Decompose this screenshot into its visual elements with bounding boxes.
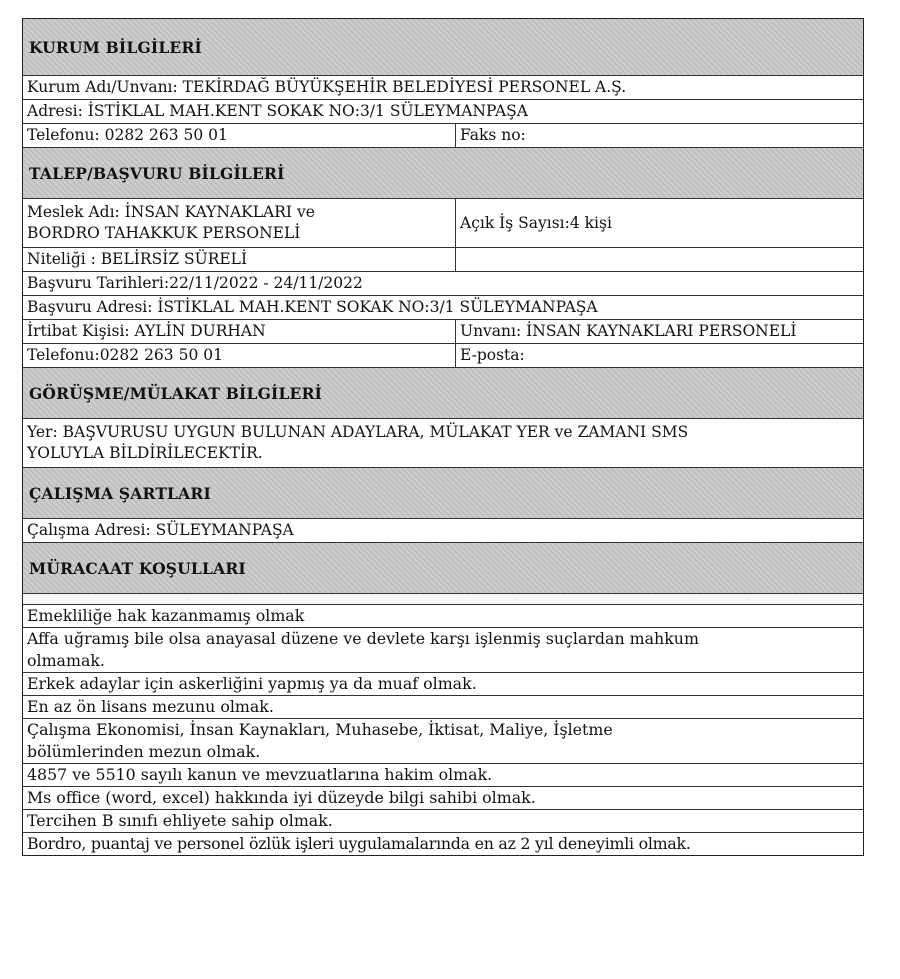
kosul-3: Erkek adaylar için askerliğini yapmış ya da muaf olmak. — [27, 674, 477, 693]
meslek-adi — [23, 199, 456, 247]
kosul-8: Tercihen B sınıfı ehliyete sahip olmak. — [27, 811, 333, 830]
section-header-calisma: ÇALIŞMA ŞARTLARI — [23, 468, 863, 519]
kosul-5-line2: bölümlerinden mezun olmak. — [27, 742, 261, 761]
calisma-adresi-row — [23, 519, 863, 543]
kosul-6: 4857 ve 5510 sayılı kanun ve mevzuatlarına hakim olmak. — [27, 765, 493, 784]
kosul-7: Ms office (word, excel) hakkında iyi düzeyde bilgi sahibi olmak. — [27, 788, 536, 807]
talep-telefon: Telefonu:0282 263 50 01 — [23, 344, 456, 367]
gorusme-yer-line1: Yer: BAŞVURUSU UYGUN BULUNAN ADAYLARA, MÜLAKAT YER ve ZAMANI SMS — [27, 423, 689, 441]
irtibat-row — [23, 320, 863, 344]
section-header-muracaat: MÜRACAAT KOŞULLARI — [23, 543, 863, 594]
basvuru-adresi: Başvuru Adresi: İSTİKLAL MAH.KENT SOKAK NO:3/1 SÜLEYMANPAŞA — [27, 298, 598, 316]
kosul-row — [23, 605, 863, 628]
kosul-2 — [23, 628, 863, 672]
kosul-row — [23, 833, 863, 855]
irtibat-unvani: Unvanı: İNSAN KAYNAKLARI PERSONELİ — [460, 322, 797, 340]
kurum-faks: Faks no: — [460, 126, 526, 144]
kosul-row — [23, 764, 863, 787]
section-header-gorusme: GÖRÜŞME/MÜLAKAT BİLGİLERİ — [23, 368, 863, 419]
kosul-1: Emekliliğe hak kazanmamış olmak — [27, 606, 305, 625]
kurum-adres-row — [23, 100, 863, 124]
job-posting-form — [22, 18, 864, 856]
gorusme-yer-row — [23, 419, 863, 468]
kurum-adi: Kurum Adı/Unvanı: TEKİRDAĞ BÜYÜKŞEHİR BELEDİYESİ PERSONEL A.Ş. — [27, 78, 627, 96]
kosul-row — [23, 673, 863, 696]
gorusme-yer-line2: YOLUYLA BİLDİRİLECEKTİR. — [27, 444, 263, 462]
kosul-4: En az ön lisans mezunu olmak. — [27, 697, 274, 716]
basvuru-tarihleri: Başvuru Tarihleri:22/11/2022 - 24/11/2022 — [27, 274, 363, 292]
calisma-adresi: Çalışma Adresi: SÜLEYMANPAŞA — [27, 521, 294, 539]
basvuru-tarihleri-row — [23, 272, 863, 296]
kosul-row — [23, 628, 863, 673]
kurum-adres: Adresi: İSTİKLAL MAH.KENT SOKAK NO:3/1 SÜLEYMANPAŞA — [27, 102, 528, 120]
kosul-row — [23, 719, 863, 764]
acik-is-sayisi: Açık İş Sayısı:4 kişi — [460, 213, 612, 232]
talep-eposta: E-posta: — [460, 346, 525, 364]
kosul-5 — [23, 719, 863, 763]
kosul-row — [23, 787, 863, 810]
irtibat-kisisi: İrtibat Kişisi: AYLİN DURHAN — [23, 320, 456, 343]
kurum-telefon: Telefonu: 0282 263 50 01 — [23, 124, 456, 147]
kurum-telefon-row — [23, 124, 863, 148]
talep-telefon-row — [23, 344, 863, 368]
niteligi: Niteliği : BELİRSİZ SÜRELİ — [23, 248, 456, 271]
kosul-row — [23, 810, 863, 833]
niteligi-row — [23, 248, 863, 272]
gorusme-yer — [23, 419, 863, 467]
meslek-row — [23, 199, 863, 248]
muracaat-spacer — [23, 594, 863, 605]
kosul-9: Bordro, puantaj ve personel özlük işleri uygulamalarında en az 2 yıl deneyimli olmak. — [27, 834, 691, 853]
section-header-talep: TALEP/BAŞVURU BİLGİLERİ — [23, 148, 863, 199]
meslek-adi-line2: BORDRO TAHAKKUK PERSONELİ — [27, 224, 301, 242]
section-header-kurum: KURUM BİLGİLERİ — [23, 19, 863, 76]
kosul-5-line1: Çalışma Ekonomisi, İnsan Kaynakları, Muhasebe, İktisat, Maliye, İşletme — [27, 720, 613, 739]
niteligi-empty — [456, 248, 863, 271]
basvuru-adresi-row — [23, 296, 863, 320]
kosul-2-line1: Affa uğramış bile olsa anayasal düzene ve devlete karşı işlenmiş suçlardan mahkum — [27, 629, 699, 648]
kurum-adi-row — [23, 76, 863, 100]
kosul-row — [23, 696, 863, 719]
kosul-2-line2: olmamak. — [27, 651, 105, 670]
meslek-adi-line1: Meslek Adı: İNSAN KAYNAKLARI ve — [27, 203, 315, 221]
